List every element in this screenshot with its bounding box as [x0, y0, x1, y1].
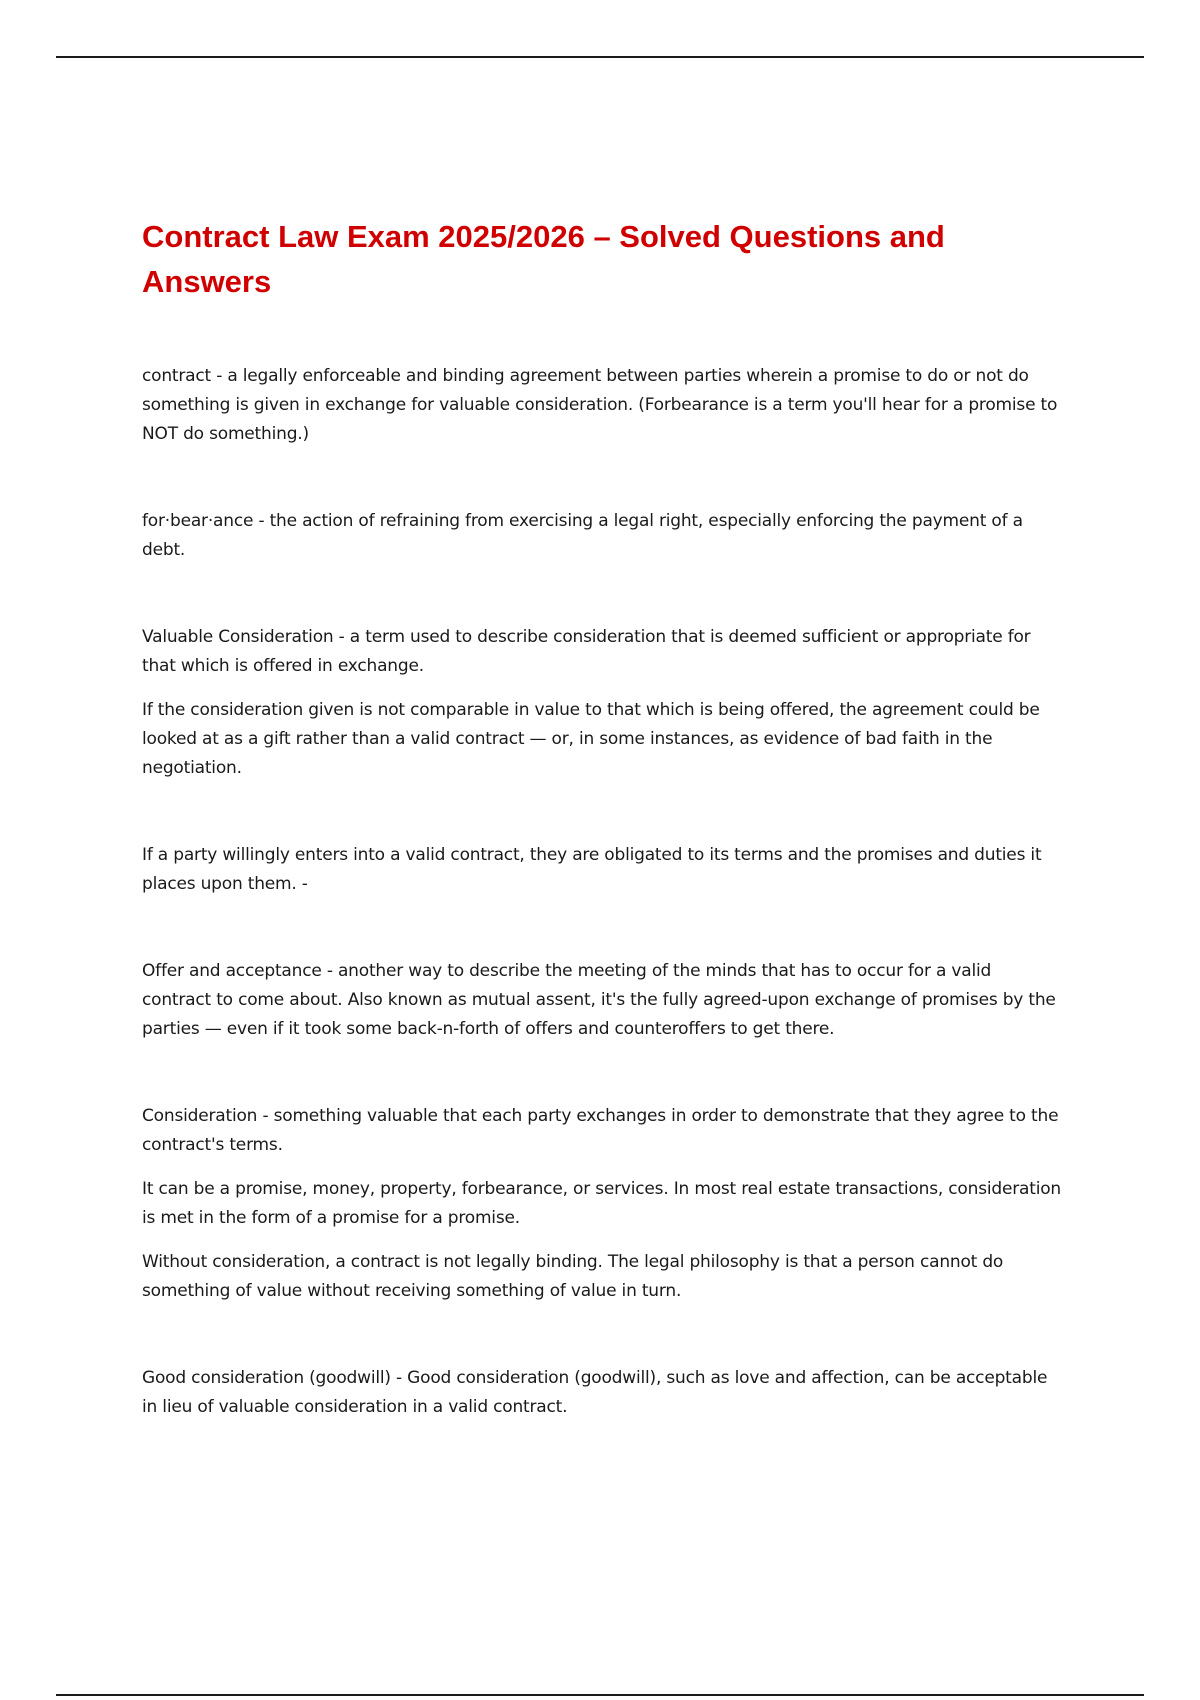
paragraph: If a party willingly enters into a valid contract, they are obligated to its terms and the promises and duties it places upon them. - [142, 845, 1042, 894]
entry-valuable-consideration [142, 623, 1062, 783]
entry-consideration [142, 1102, 1062, 1306]
paragraph: Offer and acceptance - another way to describe the meeting of the minds that has to occur for a valid contract to come about. Also known as mutual assent, it's the fully agreed-upon exchange of promises by the parties — even if it took some back-n-forth of offers and counteroffers to get there. [142, 961, 1056, 1039]
entry-contract [142, 362, 1062, 449]
paragraph: Consideration - something valuable that each party exchanges in order to demonstrate that they agree to the contract's terms. [142, 1106, 1059, 1155]
document-title: Contract Law Exam 2025/2026 – Solved Questions and Answers [142, 219, 945, 299]
footer-rule [56, 1694, 1144, 1696]
document-body [142, 214, 1062, 1422]
entry-offer-and-acceptance [142, 957, 1062, 1044]
paragraph: Without consideration, a contract is not legally binding. The legal philosophy is that a person cannot do something of value without receiving something of value in turn. [142, 1252, 1004, 1301]
paragraph: contract - a legally enforceable and binding agreement between parties wherein a promise to do or not do something is given in exchange for valuable consideration. (Forbearance is a term you'll hear for a promise to NOT do something.) [142, 366, 1058, 444]
paragraph: Valuable Consideration - a term used to describe consideration that is deemed sufficient or appropriate for that which is offered in exchange. [142, 627, 1031, 676]
entry-valid-contract-obligation [142, 841, 1062, 899]
paragraph: If the consideration given is not comparable in value to that which is being offered, the agreement could be looked at as a gift rather than a valid contract — or, in some instances, as evidence of bad faith in the negotiation. [142, 700, 1040, 778]
entry-forbearance [142, 507, 1062, 565]
paragraph: for·bear·ance - the action of refraining from exercising a legal right, especially enforcing the payment of a debt. [142, 511, 1023, 560]
entry-good-consideration [142, 1364, 1062, 1422]
paragraph: Good consideration (goodwill) - Good consideration (goodwill), such as love and affection, can be acceptable in lieu of valuable consideration in a valid contract. [142, 1368, 1048, 1417]
header-rule [56, 56, 1144, 58]
paragraph: It can be a promise, money, property, forbearance, or services. In most real estate transactions, consideration is met in the form of a promise for a promise. [142, 1179, 1061, 1228]
